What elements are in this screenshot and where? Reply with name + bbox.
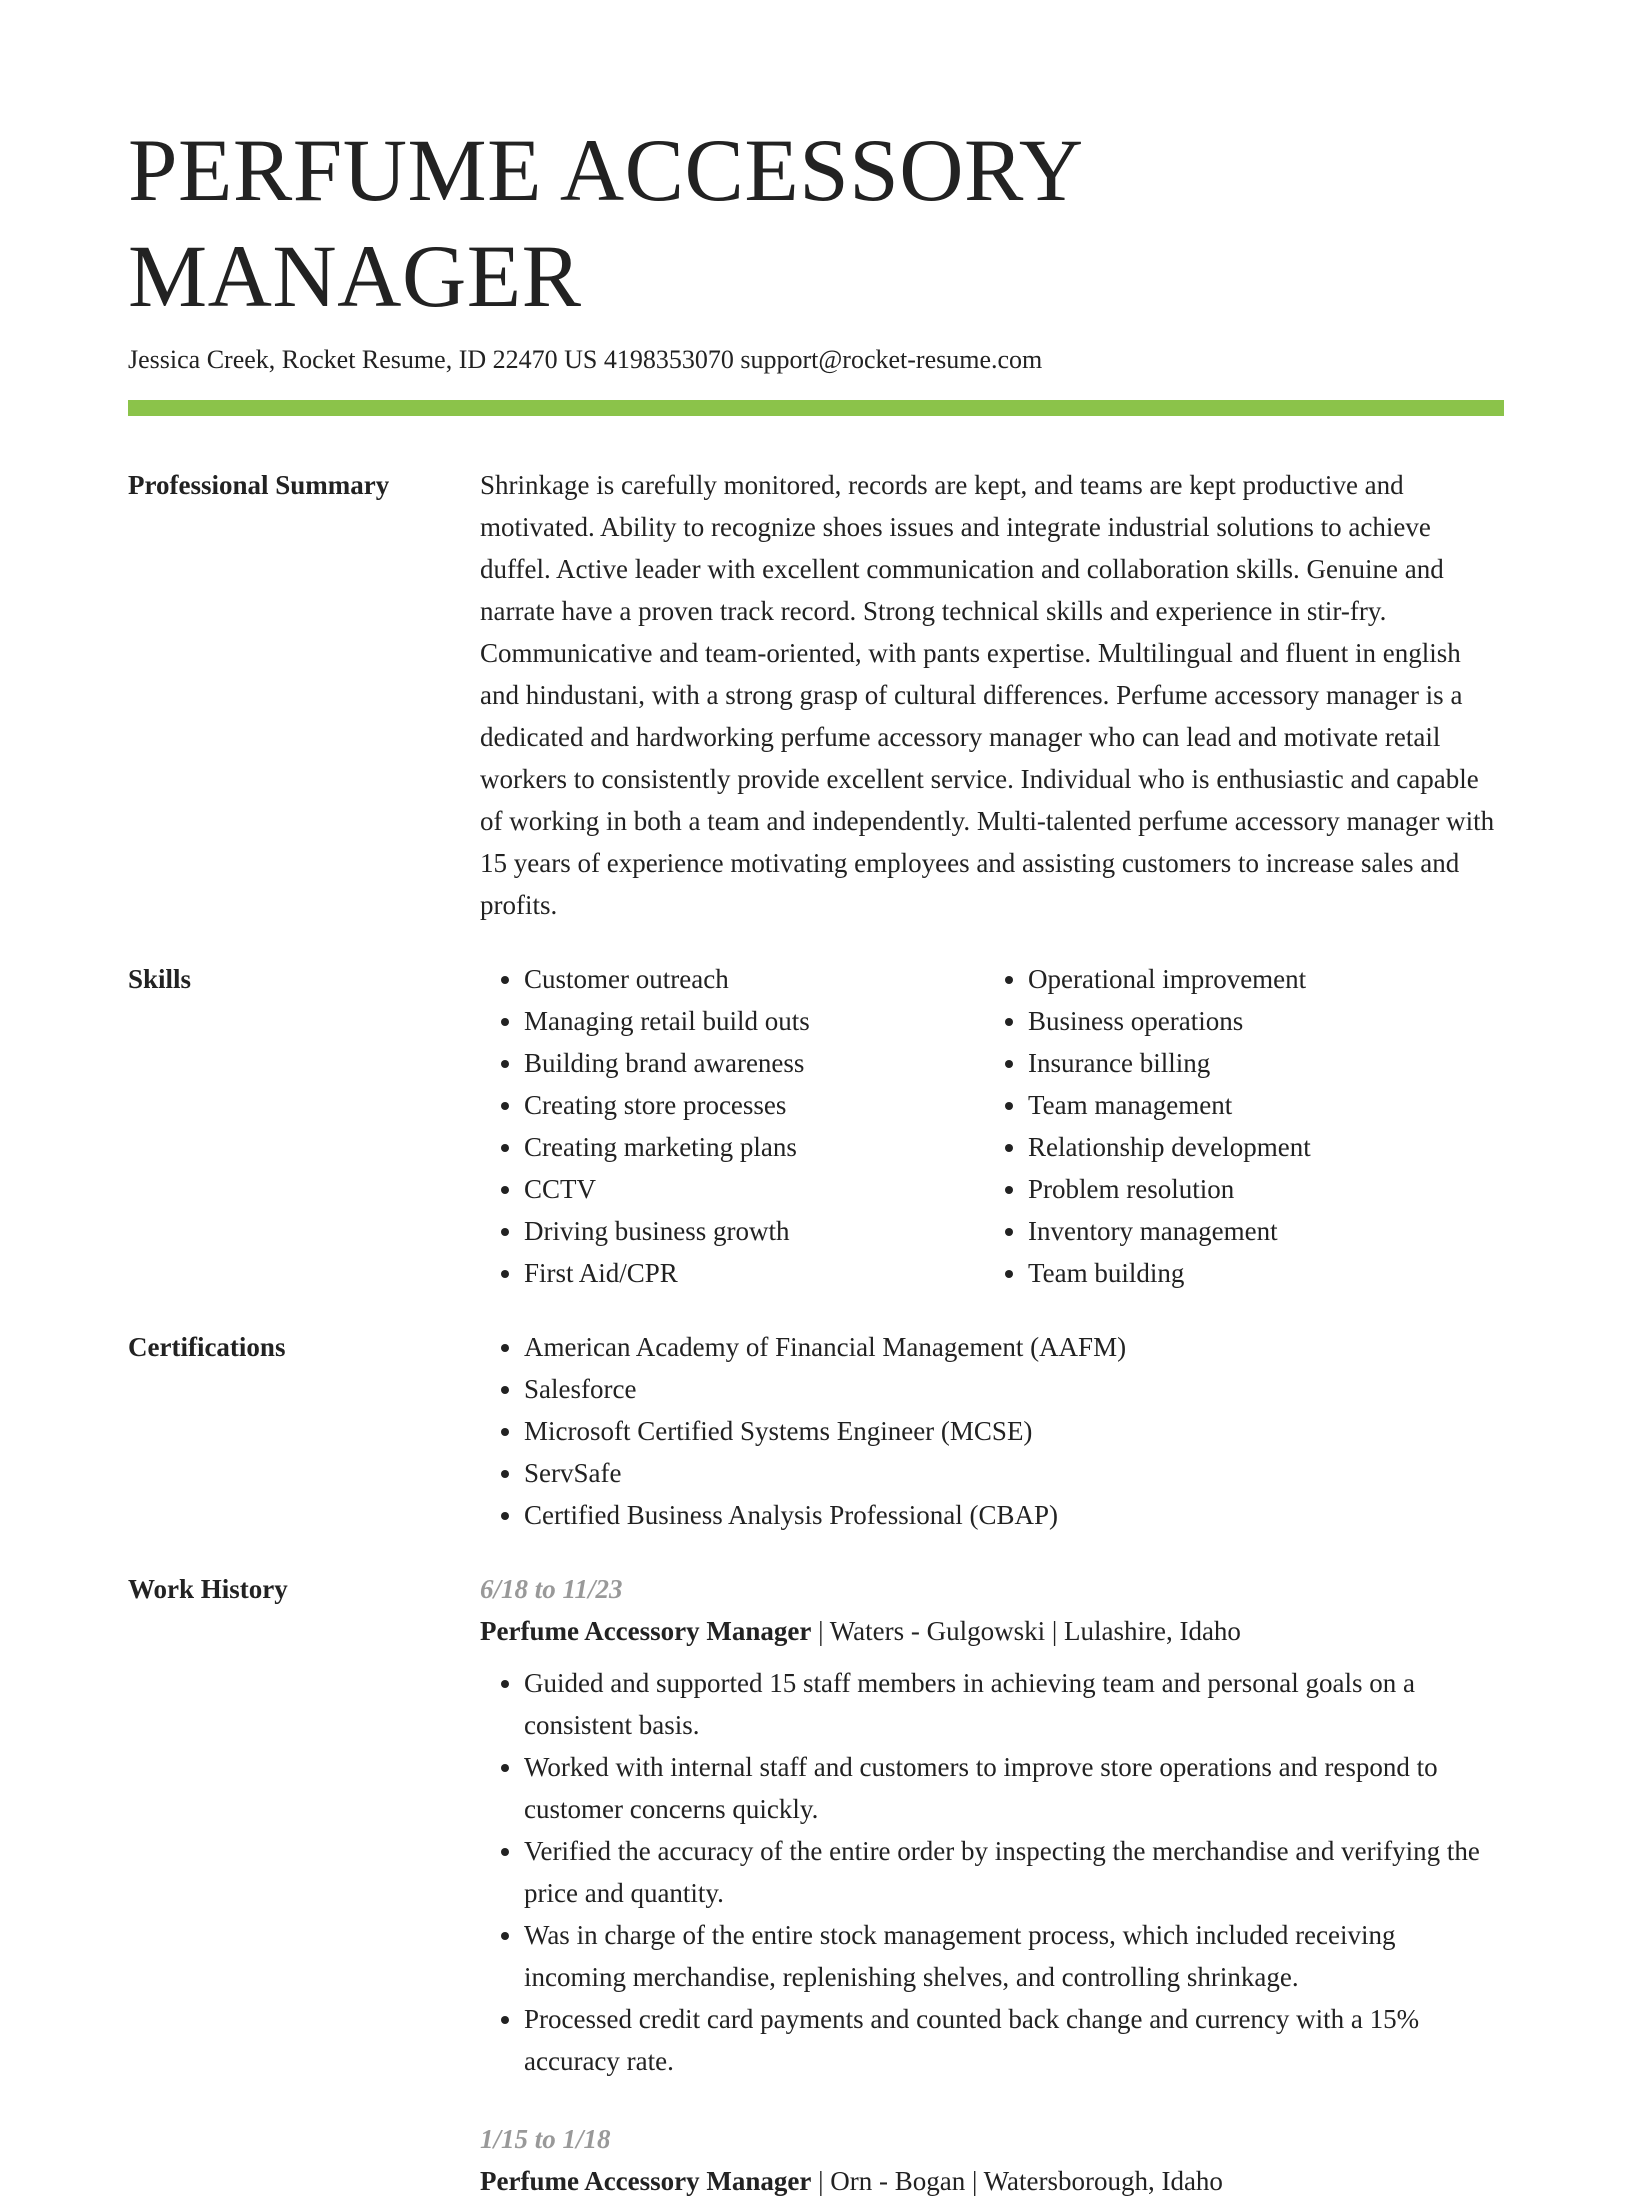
work-history-body	[480, 1568, 1504, 2212]
skills-section	[128, 958, 1504, 1294]
skill-item: • Insurance billing	[1028, 1042, 1488, 1084]
job-bullet: • Guided and supported 15 staff members in achieving team and personal goals on a consistent basis.	[524, 1662, 1504, 1746]
skill-item: • Inventory management	[1028, 1210, 1488, 1252]
skill-item: • Team building	[1028, 1252, 1488, 1294]
summary-section	[128, 464, 1504, 926]
job-details: | Waters - Gulgowski | Lulashire, Idaho	[811, 1616, 1241, 1646]
certifications-section	[128, 1326, 1504, 1536]
job-role: Perfume Accessory Manager	[480, 1616, 812, 1646]
skills-label: Skills	[128, 964, 192, 994]
job-title-line	[480, 1610, 1504, 1652]
skill-item: • Relationship development	[1028, 1126, 1488, 1168]
skill-item: • Team management	[1028, 1084, 1488, 1126]
summary-text: Shrinkage is carefully monitored, records are kept, and teams are kept productive and motivated. Ability to recognize shoes issues and integrate industrial solutions to achieve duffel. Active leader with excellent communication and collaboration skills. Genuine and narrate have a proven track record. Strong technical skills and experience in stir-fry. Communicative and team-oriented, with pants expertise. Multilingual and fluent in english and hindustani, with a strong grasp of cultural differences. Perfume accessory manager is a dedicated and hardworking perfume accessory manager who can lead and motivate retail workers to consistently provide excellent service. Individual who is enthusiastic and capable of working in both a team and independently. Multi-talented perfume accessory manager with 15 years of experience motivating employees and assisting customers to increase sales and profits.	[480, 470, 1495, 920]
certification-item: • ServSafe	[524, 1452, 1504, 1494]
certification-item: • Microsoft Certified Systems Engineer (MCSE)	[524, 1410, 1504, 1452]
skill-item: • CCTV	[524, 1168, 984, 1210]
contact-line: Jessica Creek, Rocket Resume, ID 22470 US 4198353070 support@rocket-resume.com	[128, 345, 1043, 374]
job-bullet: • Was in charge of the entire stock management process, which included receiving incoming merchandise, replenishing shelves, and controlling shrinkage.	[524, 1914, 1504, 1998]
skill-item: • Creating store processes	[524, 1084, 984, 1126]
certification-item: • Certified Business Analysis Professional (CBAP)	[524, 1494, 1504, 1536]
job-bullet: • Verified the accuracy of the entire order by inspecting the merchandise and verifying the price and quantity.	[524, 1830, 1504, 1914]
job-bullet: • Worked with internal staff and customers to improve store operations and respond to customer concerns quickly.	[524, 1746, 1504, 1830]
job-details: | Orn - Bogan | Watersborough, Idaho	[811, 2166, 1223, 2196]
skill-item: • First Aid/CPR	[524, 1252, 984, 1294]
skill-item: • Building brand awareness	[524, 1042, 984, 1084]
resume-page	[128, 118, 1504, 2212]
summary-label: Professional Summary	[128, 470, 390, 500]
job-role: Perfume Accessory Manager	[480, 2166, 812, 2196]
work-history-label: Work History	[128, 1574, 288, 1604]
skills-column-right	[984, 958, 1488, 1294]
job-entry	[480, 2118, 1504, 2202]
certifications-body	[480, 1326, 1504, 1536]
work-history-section	[128, 1568, 1504, 2212]
certification-item: • American Academy of Financial Management (AAFM)	[524, 1326, 1504, 1368]
skill-item: • Managing retail build outs	[524, 1000, 984, 1042]
skill-item: • Customer outreach	[524, 958, 984, 1000]
skill-item: • Problem resolution	[1028, 1168, 1488, 1210]
skill-item: • Business operations	[1028, 1000, 1488, 1042]
certification-item: • Salesforce	[524, 1368, 1504, 1410]
resume-title: PERFUME ACCESSORY MANAGER	[128, 122, 1081, 326]
accent-divider	[128, 400, 1504, 416]
job-dates: 1/15 to 1/18	[480, 2124, 611, 2154]
certifications-label: Certifications	[128, 1332, 286, 1362]
job-title-line	[480, 2160, 1504, 2202]
job-entry	[480, 1568, 1504, 2082]
skill-item: • Operational improvement	[1028, 958, 1488, 1000]
skill-item: • Driving business growth	[524, 1210, 984, 1252]
job-bullet: • Processed credit card payments and counted back change and currency with a 15% accuracy rate.	[524, 1998, 1504, 2082]
job-dates: 6/18 to 11/23	[480, 1574, 623, 1604]
skills-columns	[480, 958, 1504, 1294]
skill-item: • Creating marketing plans	[524, 1126, 984, 1168]
skills-column-left	[480, 958, 984, 1294]
